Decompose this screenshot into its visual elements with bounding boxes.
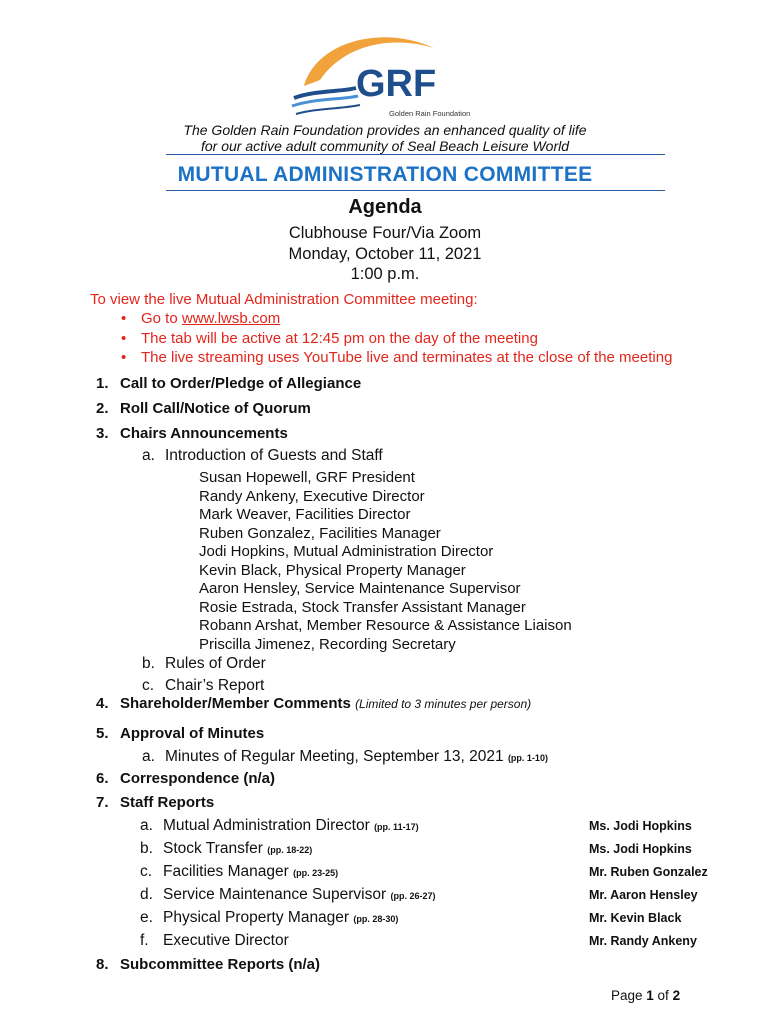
item-3-b: b. Rules of Order (142, 655, 266, 672)
staff-presenter: Mr. Ruben Gonzalez (589, 865, 708, 879)
meeting-date: Monday, October 11, 2021 (288, 245, 482, 263)
page-number: Page 1 of 2 (611, 988, 681, 1003)
staff-presenter: Mr. Aaron Hensley (589, 888, 698, 902)
bottom-rule (166, 190, 665, 191)
grf-logo (286, 30, 471, 122)
comment-limit-note: (Limited to 3 minutes per person) (355, 697, 532, 711)
guest-name: Randy Ankeny, Executive Director (199, 487, 425, 505)
guest-name: Aaron Hensley, Service Maintenance Supervisor (199, 580, 521, 597)
live-bullet-1-text: Go to (141, 310, 182, 327)
guest-name: Ruben Gonzalez, Facilities Manager (199, 524, 441, 542)
staff-report: a. Mutual Administration Director (pp. 11-17) (140, 817, 419, 834)
item-3-a: a. Introduction of Guests and Staff (142, 447, 383, 464)
staff-report: d. Service Maintenance Supervisor (pp. 26-27) (140, 886, 436, 903)
item-3-c: c. Chair’s Report (142, 677, 265, 694)
agenda-item-7: 7. Staff Reports (96, 794, 215, 811)
live-bullet-2: • The tab will be active at 12:45 pm on the day of the meeting (121, 330, 538, 347)
staff-presenter: Ms. Jodi Hopkins (589, 819, 692, 833)
guest-staff-list (199, 469, 572, 654)
live-bullet-3: • The live streaming uses YouTube live and terminates at the close of the meeting (121, 349, 673, 366)
agenda-item-6: 6. Correspondence (n/a) (96, 770, 276, 787)
committee-title: MUTUAL ADMINISTRATION COMMITTEE (177, 163, 593, 186)
guest-name: Rosie Estrada, Stock Transfer Assistant Manager (199, 598, 526, 616)
agenda-item-4: 4. Shareholder/Member Comments (Limited to 3 minutes per person) (96, 695, 532, 712)
guest-name: Priscilla Jimenez, Recording Secretary (199, 635, 456, 653)
logo-subtitle: Golden Rain Foundation (389, 109, 471, 118)
meeting-location: Clubhouse Four/Via Zoom (288, 224, 482, 242)
guest-name: Robann Arshat, Member Resource & Assistance Liaison (199, 617, 572, 634)
item-5-a: a. Minutes of Regular Meeting, September 13, 2021 (pp. 1-10) (142, 748, 548, 765)
live-bullet-2-text: The tab will be active at 12:45 pm on the day of the meeting (141, 330, 538, 347)
staff-presenter: Mr. Kevin Black (589, 911, 682, 925)
guest-name: Susan Hopewell, GRF President (199, 469, 415, 486)
staff-report: b. Stock Transfer (pp. 18-22) (140, 840, 313, 857)
staff-report: c. Facilities Manager (pp. 23-25) (140, 863, 339, 880)
meeting-time: 1:00 p.m. (350, 265, 420, 283)
agenda-item-5: 5. Approval of Minutes (96, 725, 265, 742)
live-bullet-1: • Go to www.lwsb.com (121, 310, 281, 327)
top-rule (166, 154, 665, 155)
guest-name: Jodi Hopkins, Mutual Administration Director (199, 543, 494, 560)
live-bullet-3-text: The live streaming uses YouTube live and terminates at the close of the meeting (141, 349, 673, 366)
tagline-line-1: The Golden Rain Foundation provides an enhanced quality of life (183, 122, 587, 138)
staff-presenter: Ms. Jodi Hopkins (589, 842, 692, 856)
staff-presenter: Mr. Randy Ankeny (589, 934, 697, 948)
agenda-title: Agenda (348, 196, 422, 218)
agenda-item-2: 2. Roll Call/Notice of Quorum (96, 400, 311, 417)
staff-report: e. Physical Property Manager (pp. 28-30) (140, 909, 399, 926)
agenda-item-1: 1. Call to Order/Pledge of Allegiance (96, 375, 362, 392)
lwsb-link[interactable]: www.lwsb.com (181, 310, 281, 327)
guest-name: Kevin Black, Physical Property Manager (199, 561, 466, 579)
live-intro: To view the live Mutual Administration Committee meeting: (90, 291, 478, 308)
guest-name: Mark Weaver, Facilities Director (199, 506, 411, 523)
agenda-item-8: 8. Subcommittee Reports (n/a) (96, 956, 321, 973)
staff-report: f. Executive Director (140, 932, 289, 949)
agenda-item-3: 3. Chairs Announcements (96, 425, 288, 442)
tagline-line-2: for our active adult community of Seal Beach Leisure World (200, 138, 570, 154)
logo-text: GRF (356, 63, 437, 105)
